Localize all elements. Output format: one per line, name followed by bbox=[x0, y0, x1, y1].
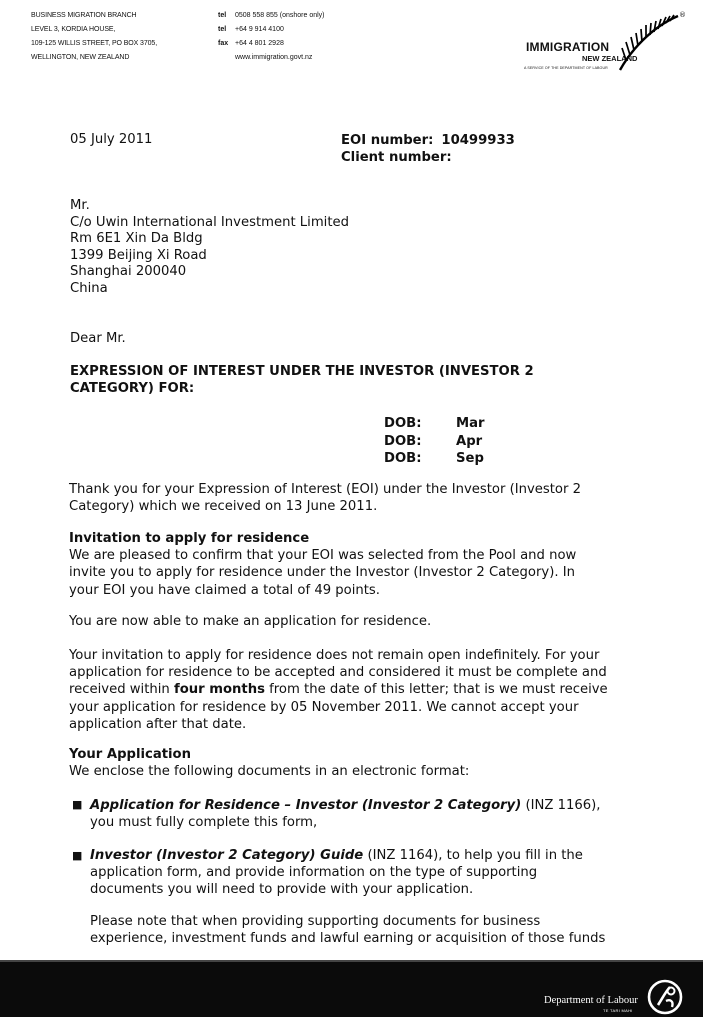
paragraph-line: your application for residence by 05 November 2011. We cannot accept your bbox=[69, 699, 579, 715]
salutation: Dear Mr. bbox=[70, 331, 126, 346]
list-item-line: application form, and provide information on the type of supporting bbox=[90, 865, 538, 881]
list-item-line bbox=[90, 847, 583, 864]
invitation-heading: Invitation to apply for residence bbox=[69, 531, 310, 546]
website-link[interactable]: www.immigration.govt.nz bbox=[235, 54, 313, 61]
dob-label: DOB: bbox=[384, 433, 422, 449]
text-run: (INZ 1166), bbox=[521, 798, 601, 813]
footer-bar bbox=[0, 960, 703, 1017]
text-run: received within bbox=[69, 682, 174, 698]
immigration-nz-logo bbox=[520, 11, 690, 74]
invitation-section bbox=[69, 530, 576, 599]
paragraph-line: application after that date. bbox=[69, 716, 247, 732]
paragraph-line: Your invitation to apply for residence does not remain open indefinitely. For your bbox=[69, 648, 600, 663]
recipient-line: Shanghai 200040 bbox=[70, 264, 187, 279]
contact-label: tel bbox=[218, 12, 227, 19]
maori-name: TE TARI MAHI bbox=[603, 1008, 633, 1013]
dob-label: DOB: bbox=[384, 416, 422, 431]
dob-label: DOB: bbox=[384, 451, 422, 466]
application-section bbox=[69, 746, 469, 780]
department-of-labour-logo-icon bbox=[646, 979, 686, 1015]
paragraph-line: Category) which we received on 13 June 2011. bbox=[69, 499, 378, 515]
contact-line bbox=[218, 9, 325, 23]
dob-list bbox=[384, 415, 485, 468]
client-label: Client number: bbox=[341, 150, 452, 165]
logo-tagline: A SERVICE OF THE DEPARTMENT OF LABOUR bbox=[524, 66, 608, 70]
document-title: Investor (Investor 2 Category) Guide bbox=[90, 848, 364, 863]
paragraph-line bbox=[69, 681, 608, 698]
paragraph-line: Please note that when providing supporting documents for business bbox=[90, 914, 541, 929]
logo-name: IMMIGRATION bbox=[526, 40, 610, 54]
intro-paragraph bbox=[69, 481, 581, 515]
bullet-square-icon: ■ bbox=[72, 849, 83, 862]
paragraph-line: Thank you for your Expression of Interest (EOI) under the Investor (Investor 2 bbox=[69, 482, 582, 497]
contact-label: tel bbox=[218, 26, 227, 33]
four-months-emphasis: four months bbox=[173, 682, 265, 698]
paragraph-line: your EOI you have claimed a total of 49 points. bbox=[69, 582, 380, 598]
recipient-line: 1399 Beijing Xi Road bbox=[70, 247, 207, 263]
letter-date: 05 July 2011 bbox=[70, 132, 153, 147]
paragraph-line: experience, investment funds and lawful earning or acquisition of those funds bbox=[90, 931, 606, 947]
contact-line bbox=[218, 51, 325, 65]
contact-value: +64 4 801 2928 bbox=[235, 40, 284, 47]
registered-mark: ® bbox=[679, 11, 686, 19]
deadline-paragraph bbox=[69, 647, 608, 733]
letterhead-contacts bbox=[218, 9, 325, 65]
recipient-line: Mr. bbox=[70, 198, 90, 213]
address-line: BUSINESS MIGRATION BRANCH bbox=[31, 12, 137, 19]
eoi-number: 10499933 bbox=[441, 133, 515, 148]
recipient-address bbox=[70, 198, 349, 297]
logo-sub: NEW ZEALAND bbox=[582, 54, 638, 63]
heading-line: CATEGORY) FOR: bbox=[70, 380, 195, 396]
contact-value: 0508 558 855 (onshore only) bbox=[235, 12, 325, 19]
silver-fern-icon bbox=[616, 12, 680, 74]
dob-value: Sep bbox=[456, 451, 484, 466]
address-line: WELLINGTON, NEW ZEALAND bbox=[31, 54, 130, 61]
text-run: from the date of this letter; that is we must receive bbox=[264, 682, 608, 698]
department-name: Department of Labour bbox=[544, 995, 638, 1006]
bullet-square-icon: ■ bbox=[72, 798, 83, 811]
dob-value: Apr bbox=[456, 433, 483, 449]
paragraph-line: invite you to apply for residence under the Investor (Investor 2 Category). In bbox=[69, 565, 575, 581]
dob-value: Mar bbox=[456, 416, 485, 431]
letterhead-address bbox=[31, 9, 157, 65]
document-title: Application for Residence – Investor (Investor 2 Category) bbox=[90, 798, 522, 813]
letter-heading bbox=[70, 364, 534, 397]
recipient-line: Rm 6E1 Xin Da Bldg bbox=[70, 231, 203, 246]
list-item bbox=[90, 847, 583, 899]
able-paragraph: You are now able to make an application for residence. bbox=[69, 614, 432, 629]
dob-row bbox=[384, 415, 485, 433]
contact-value: +64 9 914 4100 bbox=[235, 26, 284, 33]
dob-row bbox=[384, 450, 485, 468]
reference-block bbox=[341, 132, 515, 166]
paragraph-line: application for residence to be accepted and considered it must be complete and bbox=[69, 665, 607, 681]
heading-line: EXPRESSION OF INTEREST UNDER THE INVESTOR (INVESTOR 2 bbox=[70, 364, 534, 379]
text-run: (INZ 1164), to help you fill in the bbox=[363, 848, 583, 863]
address-line: LEVEL 3, KORDIA HOUSE, bbox=[31, 26, 116, 33]
address-line: 109-125 WILLIS STREET, PO BOX 3705, bbox=[31, 40, 158, 47]
list-item-line: documents you will need to provide with your application. bbox=[90, 882, 474, 898]
paragraph-line: We enclose the following documents in an electronic format: bbox=[69, 764, 470, 780]
list-item bbox=[90, 797, 600, 831]
list-item-line bbox=[90, 797, 600, 814]
contact-line bbox=[218, 37, 325, 51]
application-heading: Your Application bbox=[69, 747, 191, 762]
paragraph-line: We are pleased to confirm that your EOI was selected from the Pool and now bbox=[69, 548, 577, 564]
contact-line bbox=[218, 23, 325, 37]
eoi-label: EOI number: bbox=[341, 133, 434, 148]
recipient-line: China bbox=[70, 280, 108, 296]
dob-row bbox=[384, 433, 485, 451]
contact-label: fax bbox=[218, 40, 229, 47]
note-paragraph bbox=[90, 913, 605, 947]
recipient-line: C/o Uwin International Investment Limited bbox=[70, 214, 349, 230]
list-item-line: you must fully complete this form, bbox=[90, 815, 318, 831]
client-row bbox=[341, 149, 515, 166]
eoi-row bbox=[341, 132, 515, 149]
